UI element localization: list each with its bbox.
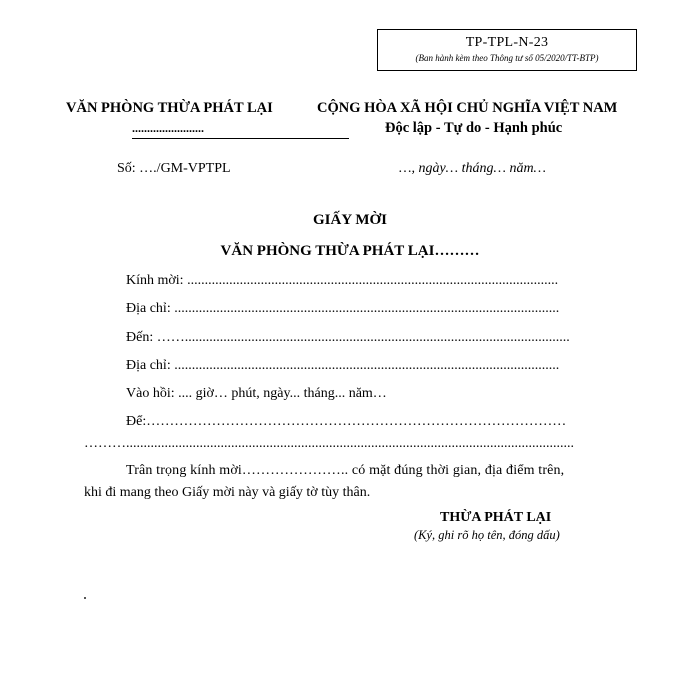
field-de-continuation: ………................................................................................................................................ bbox=[84, 436, 574, 451]
document-title: GIẤY MỜI bbox=[312, 212, 388, 228]
signature-note: (Ký, ghi rõ họ tên, đóng dấu) bbox=[414, 528, 560, 542]
national-motto: Độc lập - Tự do - Hạnh phúc bbox=[385, 120, 563, 136]
closing-line-2: khi đi mang theo Giấy mời này và giấy tờ tùy thân. bbox=[84, 485, 371, 500]
country-name: CỘNG HÒA XÃ HỘI CHỦ NGHĨA VIỆT NAM bbox=[317, 100, 618, 116]
form-code: TP-TPL-N-23 bbox=[465, 35, 549, 50]
field-vao-hoi: Vào hồi: .... giờ… phút, ngày... tháng... năm… bbox=[126, 386, 387, 401]
closing-line-1: Trân trọng kính mời………………….. có mặt đúng thời gian, địa điểm trên, bbox=[126, 463, 565, 478]
form-code-note: (Ban hành kèm theo Thông tư số 05/2020/TT-BTP) bbox=[415, 53, 599, 63]
document-number: Số: …./GM-VPTPL bbox=[117, 161, 231, 176]
field-den: Đến: …….............................................................................................................. bbox=[126, 330, 570, 345]
document-date: …, ngày… tháng… năm… bbox=[399, 161, 547, 176]
office-underline bbox=[132, 138, 349, 139]
signature-title: THỪA PHÁT LẠI bbox=[440, 510, 552, 525]
office-name-dots: ........................ bbox=[132, 121, 204, 135]
document-subtitle: VĂN PHÒNG THỪA PHÁT LẠI……… bbox=[220, 243, 480, 259]
office-name: VĂN PHÒNG THỪA PHÁT LẠI bbox=[66, 100, 273, 116]
field-de: Để:……………………………………………………………………………… bbox=[126, 414, 567, 429]
stray-dot bbox=[84, 597, 86, 599]
field-kinh-moi: Kính mời: .......................................................................................................... bbox=[126, 273, 559, 288]
field-dia-chi-1: Địa chỉ: .............................................................................................................. bbox=[126, 301, 560, 316]
form-code-box bbox=[377, 29, 637, 71]
field-dia-chi-2: Địa chỉ: .............................................................................................................. bbox=[126, 358, 560, 373]
